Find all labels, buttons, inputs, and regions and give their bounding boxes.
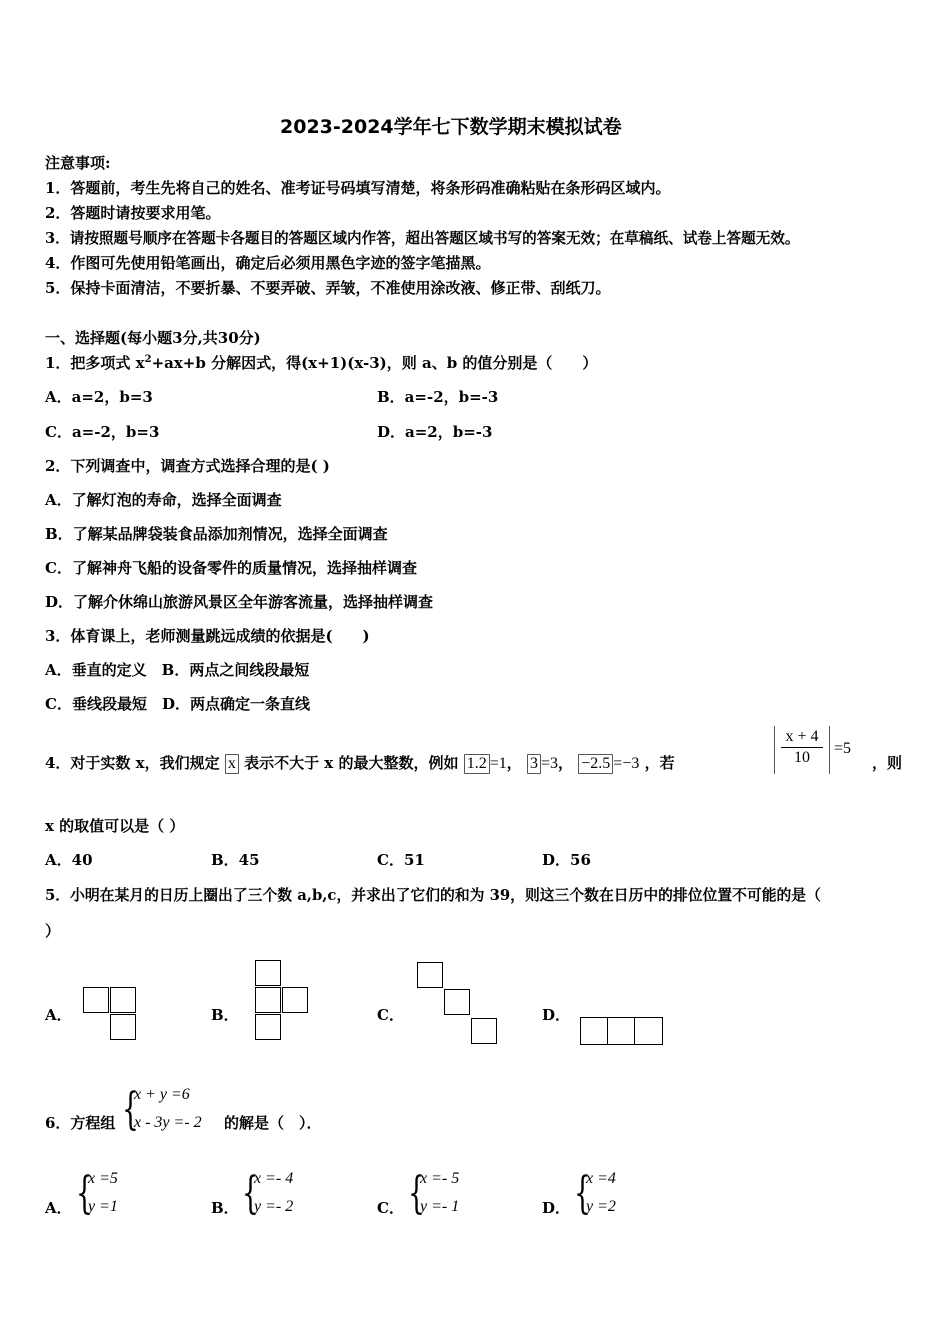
q4-option-d: D．56 [542,851,591,869]
page-title: 2023-2024学年七下数学期末模拟试卷 [280,116,622,138]
q3-stem: 3．体育课上，老师测量跳远成绩的依据是( ) [45,627,370,645]
notice-heading: 注意事项: [45,154,111,172]
q4-fraction-result: =5 [834,740,852,757]
notice-item-1: 1．答题前，考生先将自己的姓名、准考证号码填写清楚，将条形码准确粘贴在条形码区域内。 [45,179,671,197]
q1-option-b: B．a=-2，b=-3 [377,388,499,406]
q1-option-d: D．a=2，b=-3 [377,423,493,441]
grid-cell [282,987,308,1013]
q5-label-c: C． [377,1006,404,1024]
floor-x: x [225,754,239,774]
q4-floor-fraction: x + 4 10 [774,726,830,774]
brace-icon: { [122,1084,139,1135]
q1-option-c: C．a=-2，b=3 [45,423,160,441]
q6-option-c-label: C． [377,1199,404,1217]
grid-cell [255,987,281,1013]
brace-icon: { [242,1168,259,1219]
q6-option-c: { x =- 5 y =- 1 [408,1168,460,1219]
grid-cell [255,960,281,986]
q3-options-ab: A．垂直的定义 B．两点之间线段最短 [45,661,310,679]
q6-stem-start: 6．方程组 [45,1114,116,1132]
notice-item-3: 3．请按照题号顺序在答题卡各题目的答题区域内作答，超出答题区域书写的答案无效；在草稿纸、试卷上答题无效。 [45,230,800,247]
section-heading: 一、选择题(每小题3分,共30分) [45,329,261,347]
q6-option-b: { x =- 4 y =- 2 [242,1168,294,1219]
q3-options-cd: C．垂线段最短 D．两点确定一条直线 [45,695,310,713]
q6-equation-system: { x + y =6 x - 3y =- 2 [122,1084,202,1135]
q1-option-a: A．a=2，b=3 [45,388,153,406]
brace-icon: { [408,1168,425,1219]
q4-option-c: C．51 [377,851,425,869]
q2-option-b: B．了解某品牌袋装食品添加剂情况，选择全面调查 [45,525,388,543]
q2-option-d: D．了解介休绵山旅游风景区全年游客流量，选择抽样调查 [45,593,434,611]
q4-stem: 4．对于实数 x，我们规定 x 表示不大于 x 的最大整数，例如 1.2 =1， 3 =3， −2.5 =−3 ，若 [45,754,675,772]
q5-stem-line1: 5．小明在某月的日历上圈出了三个数 a,b,c，并求出了它们的和为 39，则这三个数在日历中的排位位置不可能的是（ [45,887,821,904]
q1-stem: 1．把多项式 $x^2+ax+b$ 分解因式，得(x+1)(x-3)，则 a、b 的值分别是（ ） [45,354,598,372]
grid-cell [110,1014,136,1040]
grid-cell [110,987,136,1013]
grid-cell [444,989,470,1015]
q4-option-b: B．45 [211,851,260,869]
notice-item-2: 2．答题时请按要求用笔。 [45,204,221,222]
q4-stem-line2: x 的取值可以是（ ） [45,817,185,835]
q6-option-d: { x =4 y =2 [574,1168,616,1219]
grid-cell [634,1017,663,1045]
q5-label-d: D． [542,1006,571,1024]
q5-label-b: B． [211,1006,239,1024]
q4-stem-end: ，则 [872,754,903,772]
q2-option-a: A．了解灯泡的寿命，选择全面调查 [45,491,282,509]
q6-option-b-label: B． [211,1199,239,1217]
notice-item-4: 4．作图可先使用铅笔画出，确定后必须用黑色字迹的签字笔描黑。 [45,254,491,272]
grid-cell [83,987,109,1013]
grid-cell [255,1014,281,1040]
q6-stem-end: 的解是（ ）． [224,1114,322,1132]
q6-option-d-label: D． [542,1199,571,1217]
grid-cell [471,1018,497,1044]
q2-stem: 2．下列调查中，调查方式选择合理的是( ) [45,457,330,475]
q5-stem-line2: ） [45,922,61,940]
q4-option-a: A．40 [45,851,93,869]
q2-option-c: C．了解神舟飞船的设备零件的质量情况，选择抽样调查 [45,559,417,577]
grid-cell [417,962,443,988]
brace-icon: { [574,1168,591,1219]
q6-option-a: { x =5 y =1 [76,1168,118,1219]
grid-cell [607,1017,635,1045]
notice-item-5: 5．保持卡面清洁，不要折暴、不要弄破、弄皱，不准使用涂改液、修正带、刮纸刀。 [45,279,611,297]
brace-icon: { [76,1168,93,1219]
q5-label-a: A． [45,1006,72,1024]
q6-option-a-label: A． [45,1199,72,1217]
grid-cell [580,1017,608,1045]
